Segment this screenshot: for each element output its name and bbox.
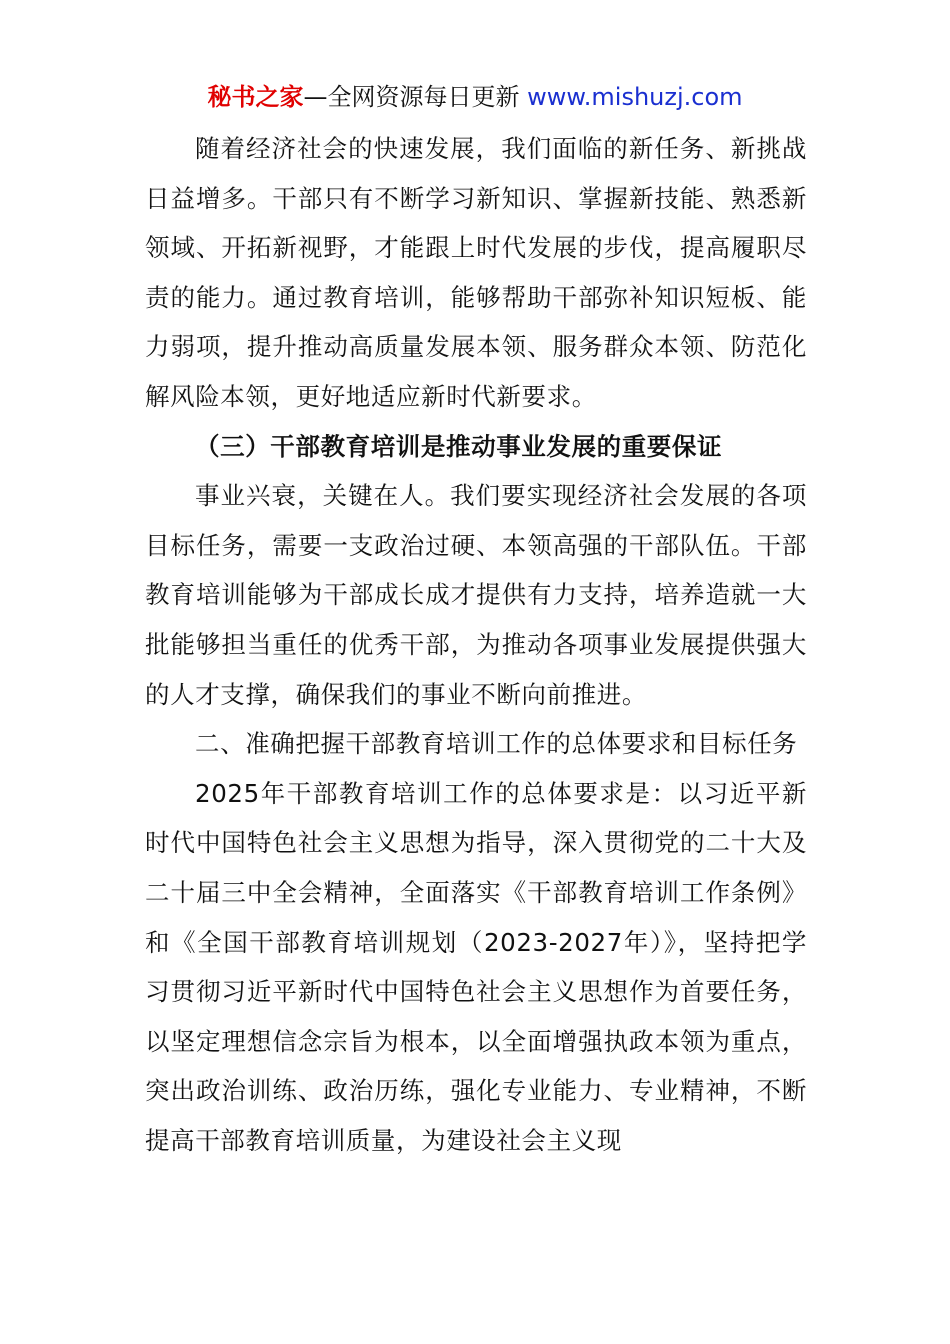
paragraph-1: 随着经济社会的快速发展，我们面临的新任务、新挑战日益增多。干部只有不断学习新知识、掌握新技能、熟悉新领域、开拓新视野，才能跟上时代发展的步伐，提高履职尽责的能力。通过教育培训，能够帮助干部弥补知识短板、能力弱项，提升推动高质量发展本领、服务群众本领、防范化解风险本领，更好地适应新时代新要求。 xyxy=(145,134,807,411)
paragraph-3: 2025年干部教育培训工作的总体要求是：以习近平新时代中国特色社会主义思想为指导，深入贯彻党的二十大及二十届三中全会精神，全面落实《干部教育培训工作条例》和《全国干部教育培训规划（2023-2027年）》，坚持把学习贯彻习近平新时代中国特色社会主义思想作为首要任务，以坚定理想信念宗旨为根本，以全面增强执政本领为重点，突出政治训练、政治历练，强化专业能力、专业精神，不断提高干部教育培训质量，为建设社会主义现 xyxy=(145,778,807,1155)
section-heading-2: 二、准确把握干部教育培训工作的总体要求和目标任务 xyxy=(195,729,798,759)
page-header xyxy=(0,80,950,114)
document-body xyxy=(145,124,807,1165)
header-tagline: —全网资源每日更新 xyxy=(303,83,520,111)
paragraph-2: 事业兴衰，关键在人。我们要实现经济社会发展的各项目标任务，需要一支政治过硬、本领高强的干部队伍。干部教育培训能够为干部成长成才提供有力支持，培养造就一大批能够担当重任的优秀干部，为推动各项事业发展提供强大的人才支撑，确保我们的事业不断向前推进。 xyxy=(145,481,807,709)
subheading-3: （三）干部教育培训是推动事业发展的重要保证 xyxy=(195,431,723,461)
brand-name: 秘书之家 xyxy=(207,83,304,111)
website-link[interactable]: www.mishuzj.com xyxy=(527,83,743,111)
